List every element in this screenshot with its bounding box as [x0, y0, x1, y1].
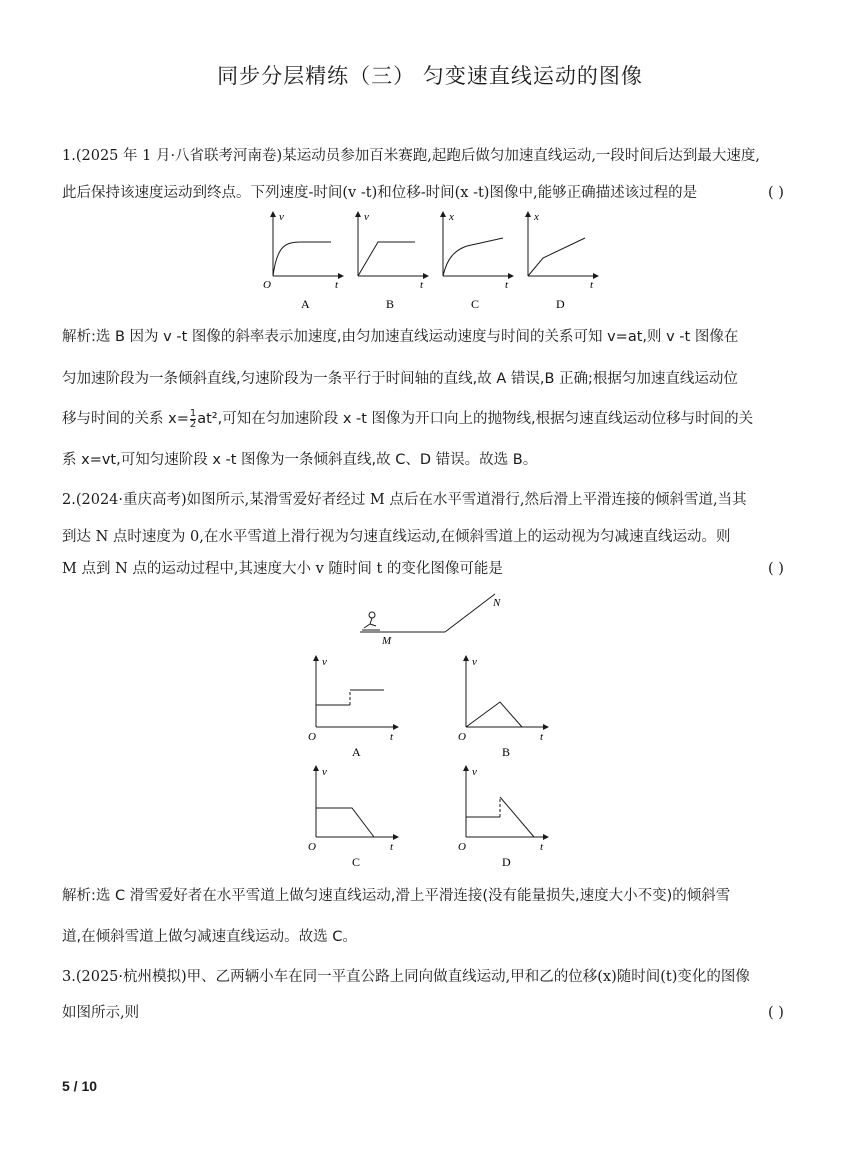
page-number: 5 / 10 [62, 1078, 98, 1094]
q2-slope-scene [350, 588, 520, 648]
skier-icon [362, 612, 380, 630]
q1-a-option: A [301, 297, 310, 311]
q2-graph-b [458, 656, 546, 759]
q2-a-v-label: v [322, 656, 327, 668]
q1-analysis-line1: 解析:选 B 因为 v -t 图像的斜率表示加速度,由匀加速直线运动速度与时间的关系可知 v=at,则 v -t 图像在 [62, 329, 739, 345]
q1-b-v-label: v [364, 211, 369, 223]
q1-d-x-label: x [534, 211, 539, 223]
point-m-label: M [382, 635, 392, 647]
q1-a-t-label: t [335, 279, 339, 291]
fraction-half [190, 409, 196, 430]
q2-d-v-label: v [472, 766, 477, 778]
q2-a-origin: O [308, 731, 316, 743]
q2-c-v-label: v [322, 766, 327, 778]
q2-d-origin: O [458, 841, 466, 853]
frac-num: 1 [189, 407, 197, 419]
q2-graph-d [458, 766, 546, 869]
q3-stem-line2: 如图所示,则 [62, 1005, 140, 1021]
q2-c-option: C [352, 855, 361, 869]
q2-b-origin: O [458, 731, 466, 743]
q1-c-t-label: t [505, 279, 509, 291]
point-n-label: N [493, 597, 501, 609]
q2-graphs [300, 652, 560, 874]
q1-graph-a [263, 211, 341, 311]
q2-graph-a [308, 656, 396, 759]
q2-b-v-label: v [472, 656, 477, 668]
q1-stem-line2: 此后保持该速度运动到终点。下列速度-时间(v -t)和位移-时间(x -t)图像中,能够正确描述该过程的是 [62, 185, 698, 201]
q2-graph-c [308, 766, 396, 869]
q1-stem-line1: 1.(2025 年 1 月·八省联考河南卷)某运动员参加百米赛跑,起跑后做匀加速直线运动,一段时间后达到最大速度, [62, 148, 761, 164]
q1-a-origin: O [263, 279, 271, 291]
q2-answer-blank: ( ) [768, 561, 784, 577]
q2-c-t-label: t [390, 841, 394, 853]
q2-b-t-label: t [540, 731, 544, 743]
q1-analysis-line3-post: at²,可知在匀加速阶段 x -t 图像为开口向上的抛物线,根据匀速直线运动位移与时间的关 [197, 411, 754, 427]
q1-analysis-line3 [62, 408, 753, 430]
page-title: 同步分层精练（三） 匀变速直线运动的图像 [217, 64, 643, 88]
q1-b-t-label: t [420, 279, 424, 291]
q1-d-t-label: t [590, 279, 594, 291]
q3-answer-blank: ( ) [768, 1005, 784, 1021]
q2-a-t-label: t [390, 731, 394, 743]
q1-answer-blank: ( ) [768, 185, 784, 201]
q2-stem-line3: M 点到 N 点的运动过程中,其速度大小 v 随时间 t 的变化图像可能是 [62, 561, 503, 577]
q1-graph-d [528, 211, 596, 311]
q2-stem-line1: 2.(2024·重庆高考)如图所示,某滑雪爱好者经过 M 点后在水平雪道滑行,然后滑上平滑连接的倾斜雪道,当其 [62, 492, 747, 508]
q2-d-option: D [502, 855, 511, 869]
q2-c-origin: O [308, 841, 316, 853]
q1-c-option: C [471, 297, 480, 311]
q1-a-v-label: v [279, 211, 284, 223]
q2-analysis-line1: 解析:选 C 滑雪爱好者在水平雪道上做匀速直线运动,滑上平滑连接(没有能量损失,速度大小不变)的倾斜雪 [62, 888, 731, 904]
q2-stem-line2: 到达 N 点时速度为 0,在水平雪道上滑行视为匀速直线运动,在倾斜雪道上的运动视为匀减速直线运动。则 [62, 529, 731, 545]
q2-analysis-line2: 道,在倾斜雪道上做匀减速直线运动。故选 C。 [62, 929, 357, 945]
q2-d-t-label: t [540, 841, 544, 853]
q1-analysis-line2: 匀加速阶段为一条倾斜直线,匀速阶段为一条平行于时间轴的直线,故 A 错误,B 正确;根据匀加速直线运动位 [62, 371, 738, 387]
q1-graph-b [358, 211, 426, 311]
q3-stem-line1: 3.(2025·杭州模拟)甲、乙两辆小车在同一平直公路上同向做直线运动,甲和乙的位移(x)随时间(t)变化的图像 [62, 969, 750, 985]
q1-d-option: D [556, 297, 565, 311]
q2-a-option: A [352, 745, 361, 759]
q1-c-x-label: x [449, 211, 454, 223]
q1-analysis-line3-pre: 移与时间的关系 x= [62, 411, 189, 427]
q1-graphs [255, 208, 605, 316]
q1-b-option: B [386, 297, 395, 311]
frac-den: 2 [189, 418, 197, 430]
q1-graph-c [443, 211, 511, 311]
q1-analysis-line4: 系 x=vt,可知匀速阶段 x -t 图像为一条倾斜直线,故 C、D 错误。故选 B。 [62, 452, 538, 468]
q2-b-option: B [502, 745, 511, 759]
